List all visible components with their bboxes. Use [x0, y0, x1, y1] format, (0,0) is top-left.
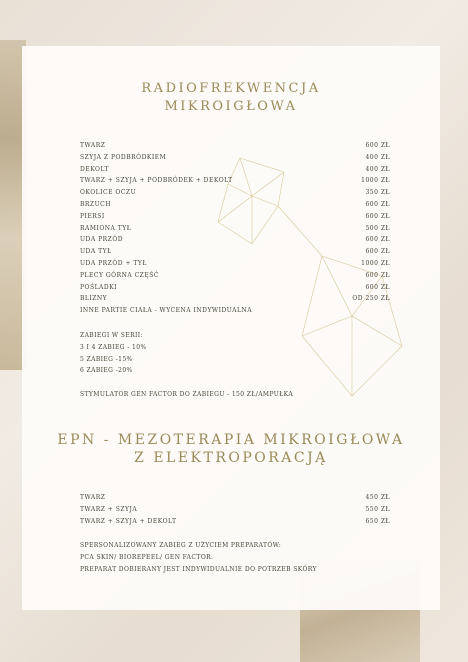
item-price: 600 ZŁ [365, 142, 390, 149]
section2-title [22, 431, 440, 467]
price-row [80, 140, 390, 152]
item-price: 450 ZŁ [365, 494, 390, 501]
series-item: 3 I 4 ZABIEG - 10% [80, 343, 147, 351]
price-row [80, 152, 390, 164]
item-price: 600 ZŁ [365, 283, 390, 291]
item-name: PIERSI [80, 212, 105, 220]
item-name: INNE PARTIE CIAŁA - WYCENA INDYWIDUALNA [80, 307, 253, 315]
item-name: BRZUCH [80, 200, 111, 208]
item-price: 400 ZŁ [365, 165, 390, 173]
price-row [80, 293, 390, 305]
item-price: 400 ZŁ [365, 153, 390, 161]
price-row [80, 516, 390, 528]
price-row [80, 504, 390, 516]
item-price: 1000 ZŁ [361, 259, 390, 267]
item-name: TWARZ [80, 142, 106, 149]
item-name: UDA TYŁ [80, 248, 112, 256]
price-row [80, 164, 390, 176]
series-item: 5 ZABIEG -15% [80, 355, 133, 363]
note-line: PREPARAT DOBIERANY JEST INDYWIDUALNIE DO POTRZEB SKÓRY [80, 565, 317, 573]
item-name: TWARZ + SZYJA + DEKOLT [80, 517, 177, 525]
item-price: 600 ZŁ [365, 248, 390, 256]
item-price: OD 250 ZŁ [352, 295, 390, 303]
section2-title-line2: Z ELEKTROPORACJĄ [134, 450, 328, 466]
price-row [80, 175, 390, 187]
section2-price-list [80, 492, 390, 527]
item-price: 600 ZŁ [365, 200, 390, 208]
item-price: 500 ZŁ [365, 224, 390, 232]
note-line: PCA SKIN/ BIOREPEEL/ GEN FACTOR. [80, 553, 214, 561]
item-name: UDA PRZÓD [80, 236, 124, 244]
item-price: 600 ZŁ [365, 271, 390, 279]
stimulator-text: STYMULATOR GEN FACTOR DO ZABIEGU - 150 ZŁ/AMPUŁKA [80, 391, 294, 398]
price-row [80, 282, 390, 294]
item-name: RAMIONA TYŁ [80, 224, 132, 232]
item-price: 1000 ZŁ [361, 177, 390, 185]
item-name: TWARZ + SZYJA + PODBRÓDEK + DEKOLT [80, 177, 233, 185]
stimulator-note [80, 389, 410, 401]
series-discounts [80, 330, 410, 377]
item-price: 600 ZŁ [365, 212, 390, 220]
price-row [80, 199, 390, 211]
price-row [80, 234, 390, 246]
item-name: UDA PRZÓD + TYŁ [80, 259, 147, 267]
price-row [80, 223, 390, 235]
price-row [80, 211, 390, 223]
series-heading: ZABIEGI W SERII: [80, 332, 143, 339]
item-price: 650 ZŁ [365, 517, 390, 525]
item-name: POŚLADKI [80, 283, 118, 291]
price-row [80, 270, 390, 282]
section2-notes [80, 540, 410, 575]
price-row [80, 187, 390, 199]
price-row [80, 258, 390, 270]
section2-title-line1: EPN - MEZOTERAPIA MIKROIGŁOWA [57, 432, 405, 448]
item-price: 600 ZŁ [365, 236, 390, 244]
item-name: TWARZ [80, 494, 106, 501]
price-list-card [22, 46, 440, 610]
section1-price-list [80, 140, 390, 317]
section1-title [22, 80, 440, 116]
price-row [80, 492, 390, 504]
item-name: BLIZNY [80, 295, 108, 303]
section1-title-line1: RADIOFREKWENCJA [141, 81, 321, 96]
item-name: TWARZ + SZYJA [80, 505, 138, 513]
item-name: DEKOLT [80, 165, 109, 173]
section1-title-line2: MIKROIGŁOWA [164, 99, 298, 114]
item-name: SZYJA Z PODBRÓDKIEM [80, 153, 167, 161]
price-row [80, 246, 390, 258]
item-price: 350 ZŁ [365, 189, 390, 197]
price-row [80, 305, 390, 317]
note-line: SPERSONALIZOWANY ZABIEG Z UŻYCIEM PREPARATÓW: [80, 542, 282, 549]
item-name: OKOLICE OCZU [80, 189, 137, 197]
series-item: 6 ZABIEG -20% [80, 367, 133, 375]
item-price: 550 ZŁ [365, 505, 390, 513]
item-name: PLECY GÓRNA CZĘŚĆ [80, 271, 159, 279]
